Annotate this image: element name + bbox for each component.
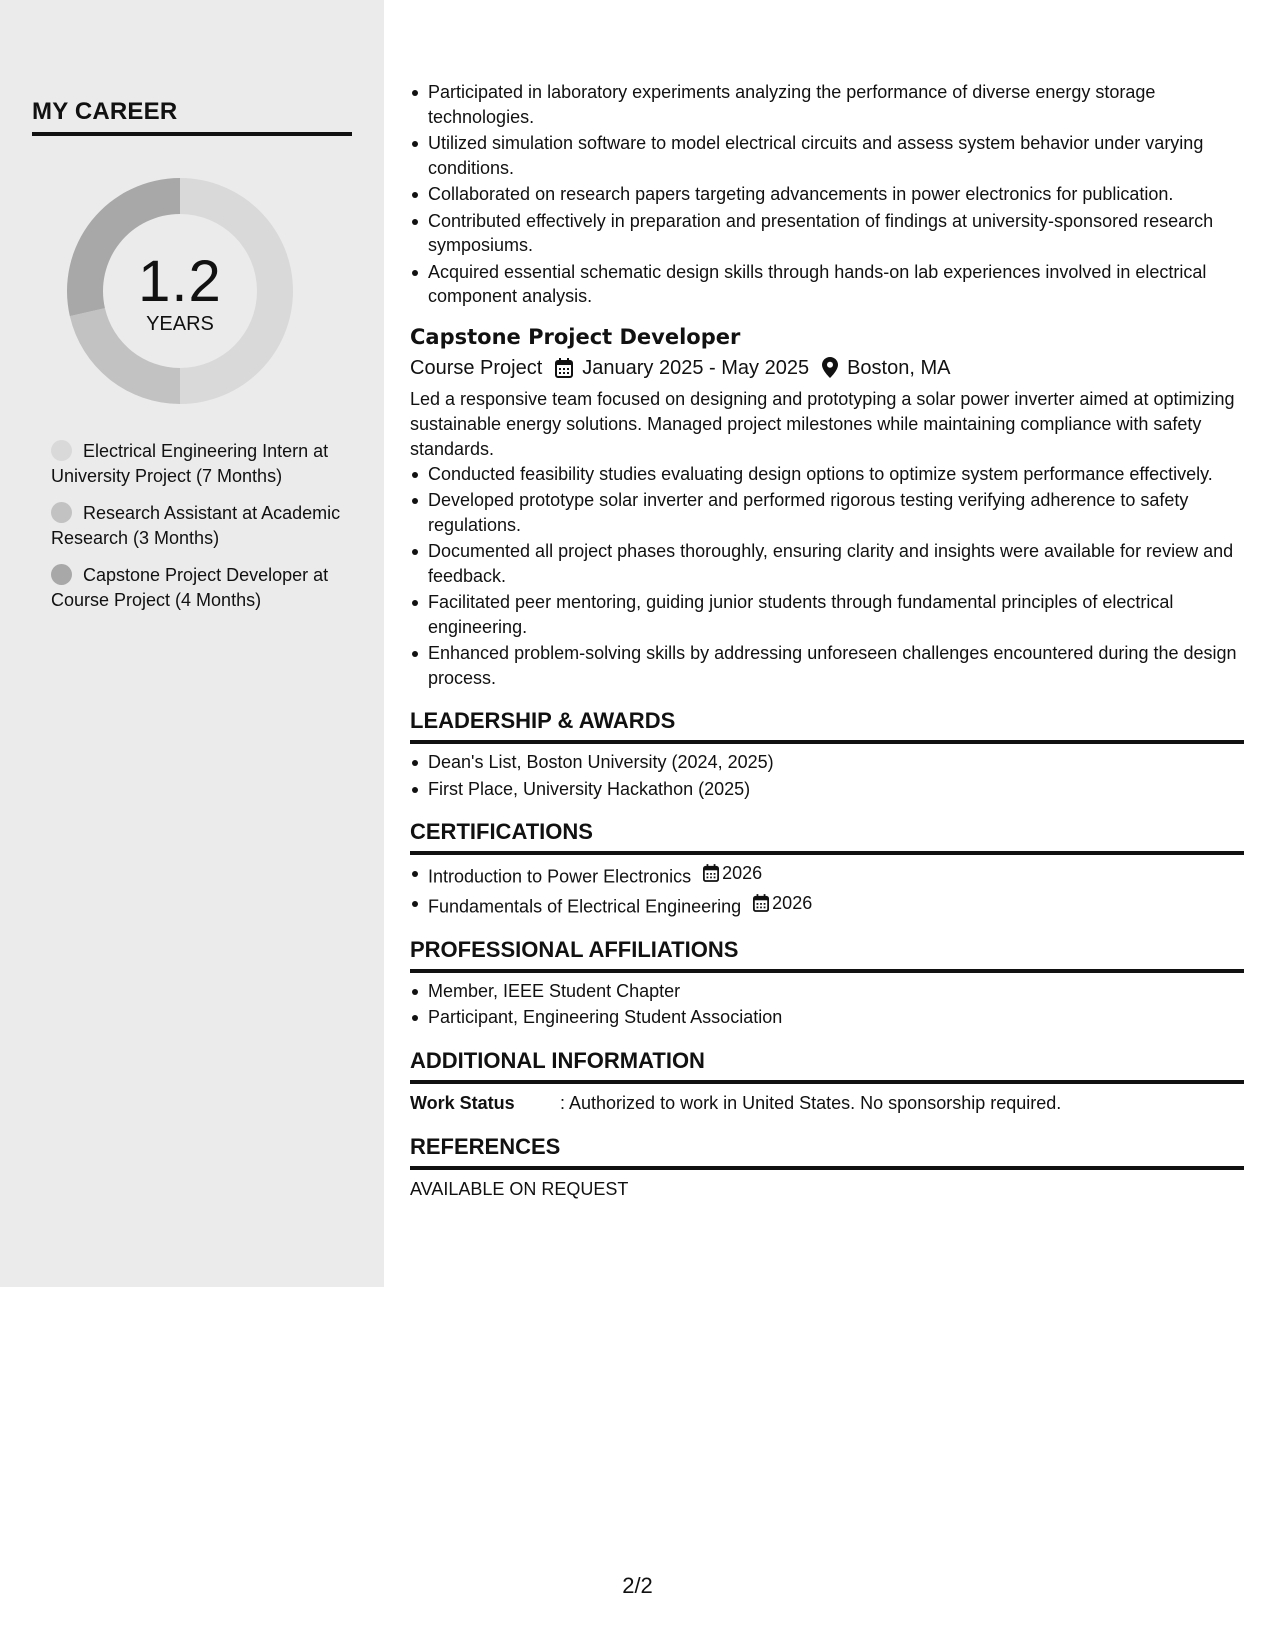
previous-job-bullets <box>410 80 1244 309</box>
legend-item <box>51 501 351 551</box>
certifications-heading: CERTIFICATIONS <box>410 817 1244 855</box>
list-item: Acquired essential schematic design skills through hands-on lab experiences involved in electrical component analysis. <box>410 260 1244 309</box>
list-item: Enhanced problem-solving skills by addressing unforeseen challenges encountered during the design process. <box>410 641 1244 690</box>
career-heading: MY CAREER <box>32 98 352 136</box>
list-item: Contributed effectively in preparation and presentation of findings at university-sponsored research symposiums. <box>410 209 1244 258</box>
career-donut-chart <box>66 177 294 405</box>
calendar-icon <box>555 358 573 378</box>
work-status-value: : Authorized to work in United States. No sponsorship required. <box>560 1092 1062 1113</box>
map-pin-icon <box>822 357 838 378</box>
list-item: Utilized simulation software to model electrical circuits and assess system behavior under varying conditions. <box>410 131 1244 180</box>
legend-text: Capstone Project Developer at Course Project (4 Months) <box>51 565 329 610</box>
list-item: Conducted feasibility studies evaluating design options to optimize system performance effectively. <box>410 462 1244 487</box>
affiliations-list <box>410 979 1244 1030</box>
job-description: Led a responsive team focused on designing and prototyping a solar power inverter aimed at optimizing sustainable energy solutions. Managed project milestones while maintaining compliance with safety standards. <box>410 388 1235 459</box>
donut-center <box>66 177 294 405</box>
list-item: Facilitated peer mentoring, guiding junior students through fundamental principles of electrical engineering. <box>410 590 1244 639</box>
legend-dot <box>51 502 72 523</box>
certification-name: Introduction to Power Electronics <box>428 866 692 887</box>
leadership-list <box>410 750 1244 801</box>
job-bullets <box>410 462 1244 691</box>
career-legend <box>51 439 351 625</box>
certification-name: Fundamentals of Electrical Engineering <box>428 896 742 916</box>
calendar-icon <box>753 894 769 912</box>
legend-dot <box>51 564 72 585</box>
legend-dot <box>51 440 72 461</box>
career-years-unit: YEARS <box>146 313 214 335</box>
list-item: Collaborated on research papers targeting advancements in power electronics for publication. <box>410 182 1244 207</box>
career-years-value: 1.2 <box>138 249 222 314</box>
affiliations-heading: PROFESSIONAL AFFILIATIONS <box>410 935 1244 973</box>
work-status-label: Work Status <box>410 1092 515 1113</box>
references-heading: REFERENCES <box>410 1132 1244 1170</box>
job-dates: January 2025 - May 2025 <box>582 356 810 379</box>
certification-year-text: 2026 <box>722 863 763 883</box>
additional-info-heading: ADDITIONAL INFORMATION <box>410 1046 1244 1084</box>
affiliation-item: Member, IEEE Student Chapter <box>410 979 1244 1004</box>
list-item: Participated in laboratory experiments analyzing the performance of diverse energy storage technologies. <box>410 80 1244 129</box>
award-item: Dean's List, Boston University (2024, 2025) <box>410 750 1244 775</box>
job-company: Course Project <box>410 356 543 379</box>
page-number: 2/2 <box>622 1573 653 1598</box>
certification-year-text: 2026 <box>772 892 813 913</box>
certifications-list <box>410 861 1244 919</box>
award-item: First Place, University Hackathon (2025) <box>410 777 1244 802</box>
work-status-row <box>410 1090 1244 1116</box>
list-item: Documented all project phases thoroughly, ensuring clarity and insights were available for review and feedback. <box>410 539 1244 588</box>
legend-item <box>51 439 351 489</box>
job-meta <box>410 353 1244 383</box>
certification-year <box>703 861 762 886</box>
legend-item <box>51 563 351 613</box>
job-location: Boston, MA <box>847 356 951 379</box>
calendar-icon <box>703 864 719 882</box>
references-text: AVAILABLE ON REQUEST <box>410 1178 629 1199</box>
job-title: Capstone Project Developer <box>410 324 741 349</box>
certification-year <box>753 891 812 916</box>
certification-item <box>410 861 1244 889</box>
certification-item <box>410 891 1244 919</box>
leadership-heading: LEADERSHIP & AWARDS <box>410 706 1244 744</box>
affiliation-item: Participant, Engineering Student Association <box>410 1005 1244 1030</box>
legend-text: Research Assistant at Academic Research (3 Months) <box>51 503 341 548</box>
main-content <box>410 80 1244 1202</box>
legend-text: Electrical Engineering Intern at University Project (7 Months) <box>51 441 329 486</box>
list-item: Developed prototype solar inverter and performed rigorous testing verifying adherence to safety regulations. <box>410 488 1244 537</box>
sidebar <box>0 0 384 1287</box>
